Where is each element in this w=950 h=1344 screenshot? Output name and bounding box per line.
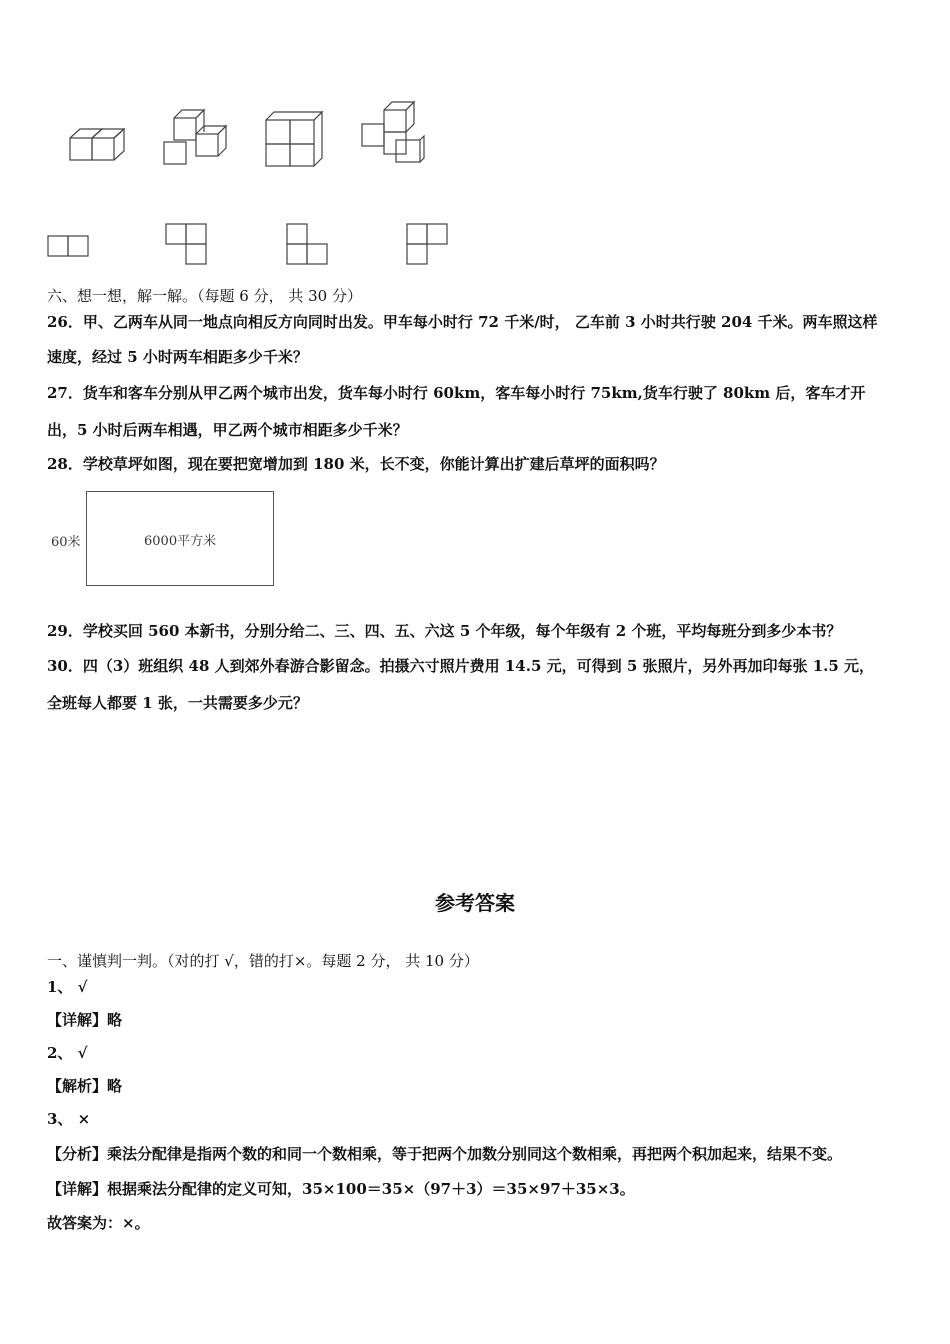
answer-2: 2、 √	[47, 1044, 88, 1062]
answers-section1-heading: 一、谨慎判一判。（对的打 √，错的打×。每题 2 分， 共 10 分）	[47, 952, 479, 970]
answer-3: 3、 ×	[47, 1110, 91, 1128]
answer-1: 1、 √	[47, 978, 88, 996]
question-28: 28．学校草坪如图，现在要把宽增加到 180 米，长不变，你能计算出扩建后草坪的面积吗？	[47, 455, 665, 473]
question-26-line1: 26．甲、乙两车从同一地点向相反方向同时出发。甲车每小时行 72 千米/时， 乙车前 3 小时共行驶 204 千米。两车照这样	[47, 313, 878, 331]
view-figure-2	[164, 222, 212, 268]
section6-heading: 六、想一想，解一解。（每题 6 分， 共 30 分）	[47, 287, 362, 305]
question-29: 29．学校买回 560 本新书，分别分给二、三、四、五、六这 5 个年级，每个年级有 2 个班，平均每班分到多少本书？	[47, 622, 842, 640]
question-30-line2: 全班每人都要 1 张，一共需要多少元？	[47, 694, 308, 712]
view-figure-4	[405, 222, 453, 268]
answer-3-conclusion: 故答案为：×。	[47, 1214, 150, 1232]
cube-figure-1	[66, 118, 126, 168]
lawn-area-label: 6000平方米	[144, 534, 217, 549]
answer-2-detail: 【解析】略	[47, 1077, 123, 1095]
answer-1-detail: 【详解】略	[47, 1011, 123, 1029]
question-27-line2: 出，5 小时后两车相遇，甲乙两个城市相距多少千米？	[47, 421, 408, 439]
lawn-side-label: 60米	[51, 535, 81, 550]
question-26-line2: 速度，经过 5 小时两车相距多少千米？	[47, 348, 308, 366]
question-27-line1: 27．货车和客车分别从甲乙两个城市出发，货车每小时行 60km，客车每小时行 75km,货车行驶了 80km 后，客车才开	[47, 384, 866, 402]
view-figure-1	[46, 234, 92, 258]
answers-title: 参考答案	[435, 891, 515, 915]
cube-figure-3	[262, 108, 324, 170]
answer-3-detail: 【详解】根据乘法分配律的定义可知，35×100＝35×（97＋3）＝35×97＋35×3。	[47, 1180, 635, 1198]
cube-figure-2	[160, 106, 230, 170]
cube-figure-4	[356, 100, 428, 168]
question-30-line1: 30．四（3）班组织 48 人到郊外春游合影留念。拍摄六寸照片费用 14.5 元，可得到 5 张照片，另外再加印每张 1.5 元，	[47, 657, 875, 675]
answer-3-analysis: 【分析】乘法分配律是指两个数的和同一个数相乘，等于把两个加数分别同这个数相乘，再把两个积加起来，结果不变。	[47, 1145, 843, 1163]
view-figure-3	[285, 222, 333, 268]
